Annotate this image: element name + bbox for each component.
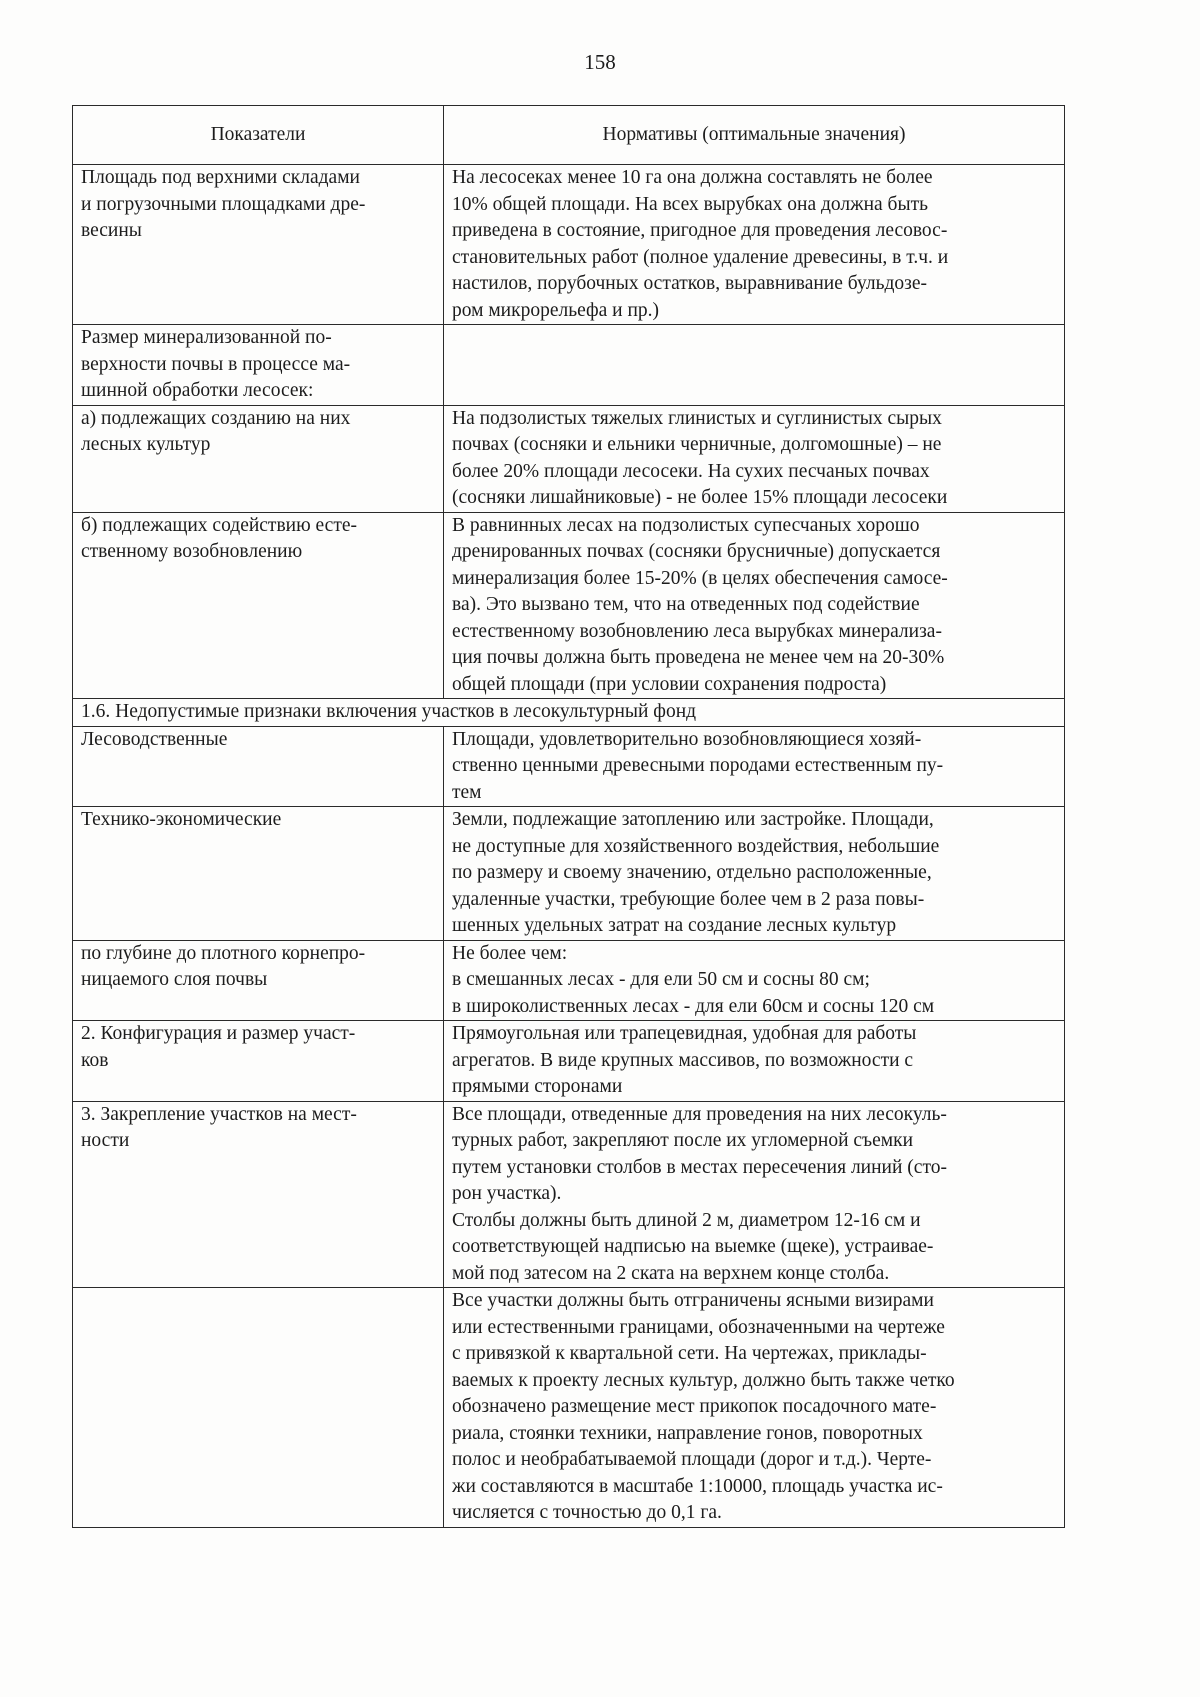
cell-text-line: Размер минерализованной по-	[81, 327, 332, 348]
cell-text-line: с привязкой к квартальной сети. На чертежах, приклады-	[452, 1343, 927, 1364]
cell-text-line: Все участки должны быть отграничены ясными визирами	[452, 1290, 934, 1311]
cell-text-line: ственному возобновлению	[81, 541, 303, 562]
indicator-cell	[73, 1021, 444, 1102]
cell-text-line: На подзолистых тяжелых глинистых и суглинистых сырых	[452, 407, 942, 429]
cell-text-line: Лесоводственные	[81, 728, 228, 750]
cell-text-line: верхности почвы в процессе ма-	[81, 353, 351, 375]
cell-text-line: ности	[81, 1130, 130, 1151]
norm-cell	[444, 165, 1065, 325]
cell-text-line: тем	[452, 781, 482, 803]
norm-cell	[444, 726, 1065, 807]
table-header-row	[73, 106, 1065, 165]
cell-text-line: обозначено размещение мест прикопок посадочного мате-	[452, 1396, 937, 1417]
indicator-cell	[73, 512, 444, 699]
page-number: 158	[584, 50, 616, 74]
indicator-cell	[73, 405, 444, 512]
table-row	[73, 726, 1065, 807]
cell-text-line: весины	[81, 220, 142, 241]
table-body-1	[73, 165, 1065, 699]
cell-text-line: агрегатов. В виде крупных массивов, по возможности с	[452, 1049, 914, 1071]
cell-text-line: не доступные для хозяйственного воздействия, небольшие	[452, 835, 940, 857]
cell-text-line: Земли, подлежащие затоплению или застройке. Площади,	[452, 809, 934, 830]
cell-text-line: становительных работ (полное удаление древесины, в т.ч. и	[452, 246, 949, 268]
cell-text-line: прямыми сторонами	[452, 1076, 623, 1097]
cell-text-line: Все площади, отведенные для проведения на них лесокуль-	[452, 1103, 947, 1125]
indicator-cell	[73, 325, 444, 406]
cell-text-line: (сосняки лишайниковые) - не более 15% площади лесосеки	[452, 487, 948, 508]
cell-text-line: шинной обработки лесосек:	[81, 380, 314, 401]
cell-text-line: в широколиственных лесах - для ели 60см и сосны 120 см	[452, 995, 935, 1017]
cell-text-line: полос и необрабатываемой площади (дорог и т.д.). Черте-	[452, 1449, 932, 1470]
cell-text-line: ва). Это вызвано тем, что на отведенных под содействие	[452, 594, 920, 615]
cell-text-line: и погрузочными площадками дре-	[81, 193, 366, 215]
table-row	[73, 512, 1065, 699]
cell-text-line: настилов, порубочных остатков, выравнивание бульдозе-	[452, 273, 927, 294]
cell-text-line: путем установки столбов в местах пересечения линий (сто-	[452, 1156, 947, 1178]
cell-text-line: ваемых к проекту лесных культур, должно быть также четко	[452, 1369, 955, 1391]
cell-text-line: общей площади (при условии сохранения подроста)	[452, 673, 887, 695]
cell-text-line: риала, стоянки техники, направление гонов, поворотных	[452, 1422, 923, 1444]
indicator-cell	[73, 1101, 444, 1288]
norm-cell	[444, 405, 1065, 512]
cell-text-line: или естественными границами, обозначенными на чертеже	[452, 1316, 945, 1338]
cell-text-line: Не более чем:	[452, 942, 568, 964]
cell-text-line: На лесосеках менее 10 га она должна составлять не более	[452, 167, 933, 188]
cell-text-line: более 20% площади лесосеки. На сухих песчаных почвах	[452, 460, 930, 482]
indicator-cell	[73, 940, 444, 1021]
cell-text-line: в смешанных лесах - для ели 50 см и сосны 80 см;	[452, 969, 870, 990]
table-row	[73, 940, 1065, 1021]
norms-table	[72, 105, 1065, 1528]
cell-text-line: 2. Конфигурация и размер участ-	[81, 1023, 356, 1044]
cell-text-line: жи составляются в масштабе 1:10000, площадь участка ис-	[452, 1475, 943, 1497]
cell-text-line: В равнинных лесах на подзолистых супесчаных хорошо	[452, 514, 920, 536]
indicator-cell	[73, 1288, 444, 1528]
cell-text-line: 10% общей площади. На всех вырубках она должна быть	[452, 193, 928, 215]
cell-text-line: 3. Закрепление участков на мест-	[81, 1103, 357, 1125]
table-row	[73, 325, 1065, 406]
cell-text-line: ков	[81, 1049, 109, 1071]
table-row	[73, 165, 1065, 325]
table-row	[73, 405, 1065, 512]
cell-text-line: соответствующей надписью на выемке (щеке), устраивае-	[452, 1236, 934, 1257]
indicator-cell	[73, 807, 444, 941]
section-row	[73, 699, 1065, 727]
cell-text-line: мой под затесом на 2 ската на верхнем конце столба.	[452, 1262, 890, 1284]
indicator-cell	[73, 726, 444, 807]
cell-text-line: б) подлежащих содействию есте-	[81, 514, 358, 536]
norm-cell	[444, 1021, 1065, 1102]
table-body-2	[73, 726, 1065, 1527]
table-row	[73, 1101, 1065, 1288]
norm-cell	[444, 1288, 1065, 1528]
cell-text-line: Технико-экономические	[81, 809, 282, 830]
table-row	[73, 1021, 1065, 1102]
header-norms: Нормативы (оптимальные значения)	[444, 106, 1065, 165]
cell-text-line: шенных удельных затрат на создание лесных культур	[452, 915, 897, 936]
cell-text-line: ницаемого слоя почвы	[81, 969, 268, 990]
table-row	[73, 1288, 1065, 1528]
cell-text-line: Площадь под верхними складами	[81, 167, 360, 188]
section-title: 1.6. Недопустимые признаки включения участков в лесокультурный фонд	[73, 699, 1065, 727]
cell-text-line: а) подлежащих созданию на них	[81, 407, 351, 429]
cell-text-line: Столбы должны быть длиной 2 м, диаметром 12-16 см и	[452, 1209, 921, 1231]
norm-cell	[444, 325, 1065, 406]
cell-text-line: Прямоугольная или трапецевидная, удобная для работы	[452, 1023, 917, 1044]
norm-cell	[444, 807, 1065, 941]
cell-text-line: лесных культур	[81, 434, 211, 455]
cell-text-line: ственно ценными древесными породами естественным пу-	[452, 755, 944, 776]
header-indicators: Показатели	[73, 106, 444, 165]
cell-text-line: почвах (сосняки и ельники черничные, долгомошные) – не	[452, 434, 942, 455]
indicator-cell	[73, 165, 444, 325]
cell-text-line: рон участка).	[452, 1183, 562, 1204]
cell-text-line: минерализация более 15-20% (в целях обеспечения самосе-	[452, 567, 948, 589]
cell-text-line: дренированных почвах (сосняки брусничные) допускается	[452, 541, 941, 562]
cell-text-line: по размеру и своему значению, отдельно расположенные,	[452, 862, 932, 883]
cell-text-line: ция почвы должна быть проведена не менее чем на 20-30%	[452, 647, 945, 668]
cell-text-line: Площади, удовлетворительно возобновляющиеся хозяй-	[452, 728, 922, 750]
cell-text-line: приведена в состояние, пригодное для проведения лесовос-	[452, 220, 948, 241]
norm-cell	[444, 1101, 1065, 1288]
cell-text-line: числяется с точностью до 0,1 га.	[452, 1502, 722, 1523]
cell-text-line: турных работ, закрепляют после их угломерной съемки	[452, 1130, 914, 1151]
cell-text-line: естественному возобновлению леса вырубках минерализа-	[452, 620, 942, 642]
table-row	[73, 807, 1065, 941]
cell-text-line: по глубине до плотного корнепро-	[81, 942, 366, 964]
norm-cell	[444, 940, 1065, 1021]
norm-cell	[444, 512, 1065, 699]
cell-text-line: ром микрорельефа и пр.)	[452, 299, 660, 321]
cell-text-line: удаленные участки, требующие более чем в 2 раза повы-	[452, 888, 925, 910]
